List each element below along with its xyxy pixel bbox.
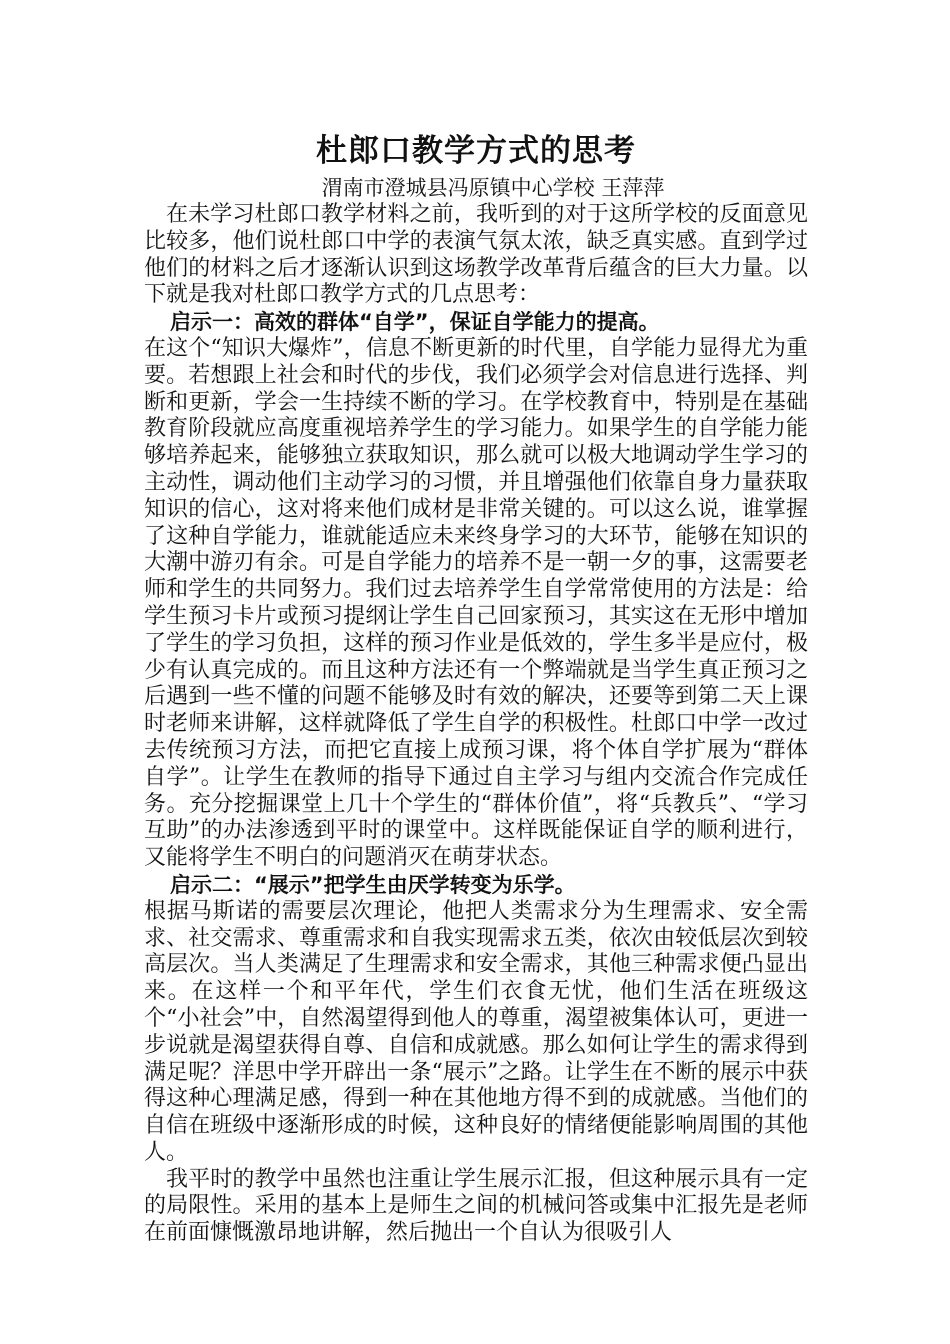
section-1-body: 在这个“知识大爆炸”，信息不断更新的时代里，自学能力显得尤为重要。若想跟上社会和时代的步伐，我们必须学会对信息进行选择、判断和更新，学会一生持续不断的学习。在学校教育中，特别是在基础教育阶段就应高度重视培养学生的学习能力。如果学生的自学能力能够培养起来，能够独立获取知识，那么就可以极大地调动学生学习的主动性，调动他们主动学习的习惯，并且增强他们依靠自身力量获取知识的信心，这对将来他们成材是非常关键的。可以这么说，谁掌握了这种自学能力，谁就能适应未来终身学习的大环节，能够在知识的大潮中游刃有余。可是自学能力的培养不是一朝一夕的事，这需要老师和学生的共同努力。我们过去培养学生自学常常使用的方法是：给学生预习卡片或预习提纲让学生自己回家预习，其实这在无形中增加了学生的学习负担，这样的预习作业是低效的，学生多半是应付，极少有认真完成的。而且这种方法还有一个弊端就是当学生真正预习之后遇到一些不懂的问题不能够及时有效的解决，还要等到第二天上课时老师来讲解，这样就降低了学生自学的积极性。杜郎口中学一改过去传统预习方法，而把它直接上成预习课，将个体自学扩展为“群体自学”。让学生在教师的指导下通过自主学习与组内交流合作完成任务。充分挖掘课堂上几十个学生的“群体价值”，将“兵教兵”、“学习互助”的办法渗透到平时的课堂中。这样既能保证自学的顺利进行，又能将学生不明白的问题消灭在萌芽状态。 (144, 335, 808, 871)
intro-paragraph: 在未学习杜郎口教学材料之前，我听到的对于这所学校的反面意见比较多，他们说杜郎口中学的表演气氛太浓，缺乏真实感。直到学过他们的材料之后才逐渐认识到这场教学改革背后蕴含的巨大力量。以下就是我对杜郎口教学方式的几点思考： (144, 202, 808, 308)
document-page (144, 127, 808, 1247)
document-title: 杜郎口教学方式的思考 (316, 133, 636, 169)
section-1-heading: 启示一：高效的群体“自学”，保证自学能力的提高。 (170, 310, 660, 335)
section-2-body-continued: 我平时的教学中虽然也注重让学生展示汇报，但这种展示具有一定的局限性。采用的基本上是师生之间的机械问答或集中汇报先是老师在前面慷慨激昂地讲解，然后抛出一个自认为很吸引人 (144, 1166, 808, 1246)
author-line: 渭南市澄城县冯原镇中心学校 王萍萍 (321, 176, 665, 200)
section-2-body: 根据马斯诺的需要层次理论，他把人类需求分为生理需求、安全需求、社交需求、尊重需求和自我实现需求五类，依次由较低层次到较高层次。当人类满足了生理需求和安全需求，其他三种需求便凸显出来。在这样一个和平年代，学生们衣食无忧，他们生活在班级这个“小社会”中，自然渴望得到他人的尊重，渴望被集体认可，更进一步说就是渴望获得自尊、自信和成就感。那么如何让学生的需求得到满足呢？洋思中学开辟出一条“展示”之路。让学生在不断的展示中获得这种心理满足感，得到一种在其他地方得不到的成就感。当他们的自信在班级中逐渐形成的时候，这种良好的情绪便能影响周围的其他人。 (144, 898, 808, 1165)
section-2-heading: 启示二：“展示”把学生由厌学转变为乐学。 (170, 872, 576, 897)
